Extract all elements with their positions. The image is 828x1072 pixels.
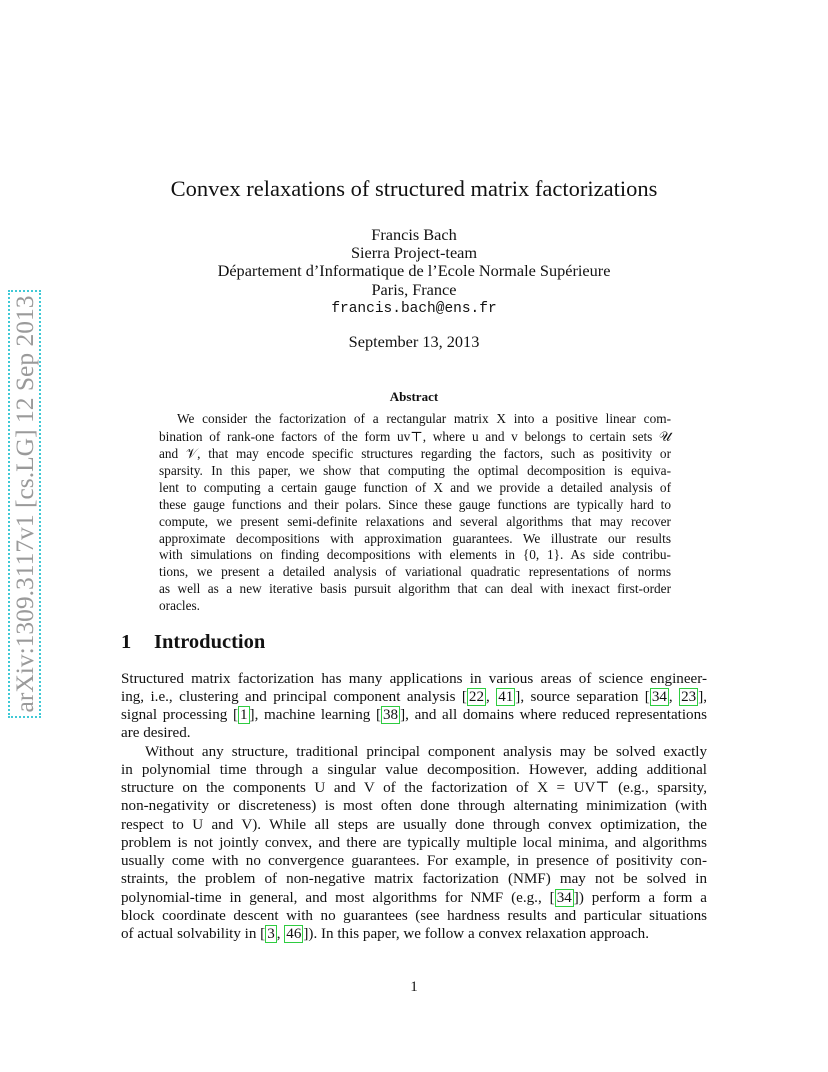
section-heading <box>121 631 265 654</box>
body-line: ing, i.e., clustering and principal component analysis [ 22 , 41 ], source separation [ 34 , 23 ], <box>121 689 708 705</box>
body-line: problem is not jointly convex, and there are typically multiple local minima, and algorithms <box>121 835 707 851</box>
paper-date: September 13, 2013 <box>348 332 480 351</box>
body-line: are desired. <box>121 725 191 741</box>
citation-link[interactable]: 22 <box>468 689 484 705</box>
section-title: Introduction <box>154 631 266 653</box>
abstract-line: sparsity. In this paper, we show that computing the optimal decomposition is equiva- <box>159 463 671 478</box>
body-line: signal processing [ 1 ], machine learning [ 38 ], and all domains where reduced representations <box>121 707 707 723</box>
abstract-line: bination of rank-one factors of the form uv⊤, where u and v belongs to certain sets 𝒰 <box>159 429 671 444</box>
author-team: Sierra Project-team <box>350 243 478 262</box>
body-line: of actual solvability in [ 3 , 46 ]). In this paper, we follow a convex relaxation approach. <box>121 926 649 942</box>
body-line: usually come with no convergence guarantees. For example, in presence of positivity con- <box>121 853 707 869</box>
paper-title: Convex relaxations of structured matrix factorizations <box>170 176 658 201</box>
abstract-line: We consider the factorization of a rectangular matrix X into a positive linear com- <box>177 411 671 426</box>
body-line: structure on the components U and V of the factorization of X = UV⊤ (e.g., sparsity, <box>121 780 707 796</box>
author-location: Paris, France <box>371 280 457 299</box>
body-line: Structured matrix factorization has many applications in various areas of science engineer- <box>121 671 707 687</box>
citation-link[interactable]: 46 <box>286 926 302 942</box>
body-line: Without any structure, traditional principal component analysis may be solved exactly <box>145 744 707 760</box>
citation-link[interactable]: 34 <box>651 689 667 705</box>
abstract-line: as well as a new iterative basis pursuit algorithm that can deal with inexact first-order <box>159 581 671 596</box>
abstract-line: oracles. <box>159 598 200 613</box>
author-email[interactable]: francis.bach@ens.fr <box>331 301 497 317</box>
abstract-line: these gauge functions and their polars. Since these gauge functions are typically hard to <box>159 497 671 512</box>
abstract-heading: Abstract <box>389 389 439 404</box>
abstract-line: lent to computing a certain gauge function of X and we provide a detailed analysis of <box>159 480 671 495</box>
arxiv-stamp: arXiv:1309.3117v1 [cs.LG] 12 Sep 2013 <box>7 164 47 844</box>
author-department: Département d’Informatique de l’Ecole Normale Supérieure <box>217 261 611 280</box>
body-line: block coordinate descent with no guarantees (see hardness results and particular situations <box>121 908 707 924</box>
citation-link[interactable]: 34 <box>556 890 572 906</box>
author-name: Francis Bach <box>371 225 457 244</box>
body-line: straints, the problem of non-negative matrix factorization (NMF) may not be solved in <box>121 871 707 887</box>
abstract-line: tions, we present a detailed analysis of variational quadratic representations of norms <box>159 564 671 579</box>
abstract-line: with simulations on finding decompositions with elements in {0, 1}. As side contribu- <box>159 547 671 562</box>
citation-link[interactable]: 38 <box>383 707 399 723</box>
citation-link[interactable]: 23 <box>681 689 697 705</box>
abstract-line: and 𝒱, that may encode specific structures regarding the factors, such as positivity or <box>159 446 671 461</box>
page-number: 1 <box>410 979 418 995</box>
abstract-line: compute, we present semi-definite relaxations and several algorithms that may recover <box>159 514 671 529</box>
body-line: in polynomial time through a singular value decomposition. However, adding additional <box>121 762 707 778</box>
body-line: non-negativity or discreteness) is most often done through alternating minimization (with <box>121 798 707 814</box>
body-line: polynomial-time in general, and most algorithms for NMF (e.g., [ 34 ]) perform a form a <box>121 890 707 906</box>
body-line: respect to U and V). While all steps are usually done through convex optimization, the <box>121 817 707 833</box>
section-number: 1 <box>121 631 132 653</box>
citation-link[interactable]: 41 <box>498 689 514 705</box>
abstract-line: approximate decompositions with approximation guarantees. We illustrate our results <box>159 531 671 546</box>
citation-link[interactable]: 1 <box>240 707 248 723</box>
citation-link[interactable]: 3 <box>267 926 275 942</box>
